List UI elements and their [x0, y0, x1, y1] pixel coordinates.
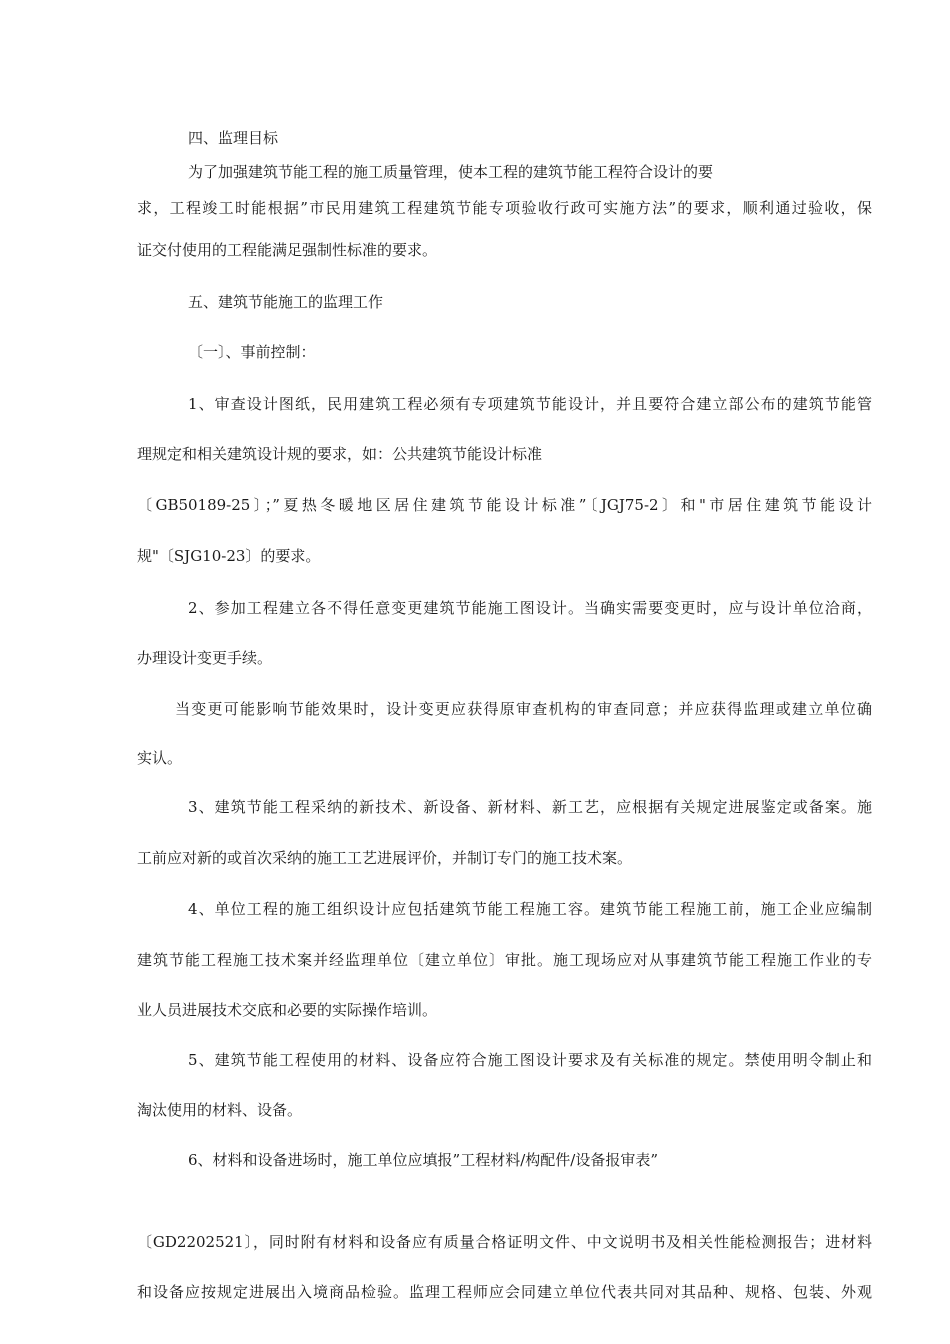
paragraph-line: 证交付使用的工程能满足强制性标准的要求。 [137, 241, 438, 259]
paragraph-line: 为了加强建筑节能工程的施工质量管理，使本工程的建筑节能工程符合设计的要 [188, 163, 714, 181]
paragraph-line: 1、审查设计图纸，民用建筑工程必须有专项建筑节能设计，并且要符合建立部公布的建筑节能管 [188, 395, 872, 413]
paragraph-line: 工前应对新的或首次采纳的施工工艺进展评价，并制订专门的施工技术案。 [137, 849, 633, 867]
subsection-heading: 〔一〕、事前控制： [188, 343, 316, 361]
paragraph-line: 业人员进展技术交底和必要的实际操作培训。 [137, 1001, 438, 1019]
paragraph-line: 规"〔SJG10-23〕的要求。 [137, 547, 321, 565]
paragraph-line: 6、材料和设备进场时，施工单位应填报”工程材料/构配件/设备报审表” [188, 1151, 658, 1169]
paragraph-line: 理规定和相关建筑设计规的要求，如：公共建筑节能设计标准 [137, 445, 543, 463]
paragraph-line: 〔GB50189-25〕；”夏热冬暖地区居住建筑节能设计标准”〔JGJ75-2〕和"市居住建筑节能设计 [137, 496, 872, 514]
paragraph-line: 当变更可能影响节能效果时，设计变更应获得原审查机构的审查同意；并应获得监理或建立单位确 [175, 700, 872, 718]
paragraph-line: 办理设计变更手续。 [137, 649, 273, 667]
section-heading-4: 四、监理目标 [188, 129, 279, 147]
paragraph-line: 实认。 [137, 749, 183, 767]
paragraph-line: 和设备应按规定进展出入境商品检验。监理工程师应会同建立单位代表共同对其品种、规格、包装、外观 [137, 1283, 872, 1301]
paragraph-line: 淘汰使用的材料、设备。 [137, 1101, 303, 1119]
paragraph-line: 求，工程竣工时能根据”市民用建筑工程建筑节能专项验收行政可实施方法”的要求，顺利通过验收，保 [137, 199, 872, 217]
section-heading-5: 五、建筑节能施工的监理工作 [188, 293, 384, 311]
paragraph-line: 建筑节能工程施工技术案并经监理单位〔建立单位〕审批。施工现场应对从事建筑节能工程施工作业的专 [137, 951, 872, 969]
paragraph-line: 〔GD2202521〕，同时附有材料和设备应有质量合格证明文件、中文说明书及相关性能检测报告；进材料 [137, 1233, 872, 1251]
paragraph-line: 5、建筑节能工程使用的材料、设备应符合施工图设计要求及有关标准的规定。禁使用明令制止和 [188, 1051, 872, 1069]
paragraph-line: 4、单位工程的施工组织设计应包括建筑节能工程施工容。建筑节能工程施工前，施工企业应编制 [188, 900, 872, 918]
paragraph-line: 3、建筑节能工程采纳的新技术、新设备、新材料、新工艺，应根据有关规定进展鉴定或备案。施 [188, 798, 872, 816]
paragraph-line: 2、参加工程建立各不得任意变更建筑节能施工图设计。当确实需要变更时，应与设计单位洽商， [188, 599, 872, 617]
